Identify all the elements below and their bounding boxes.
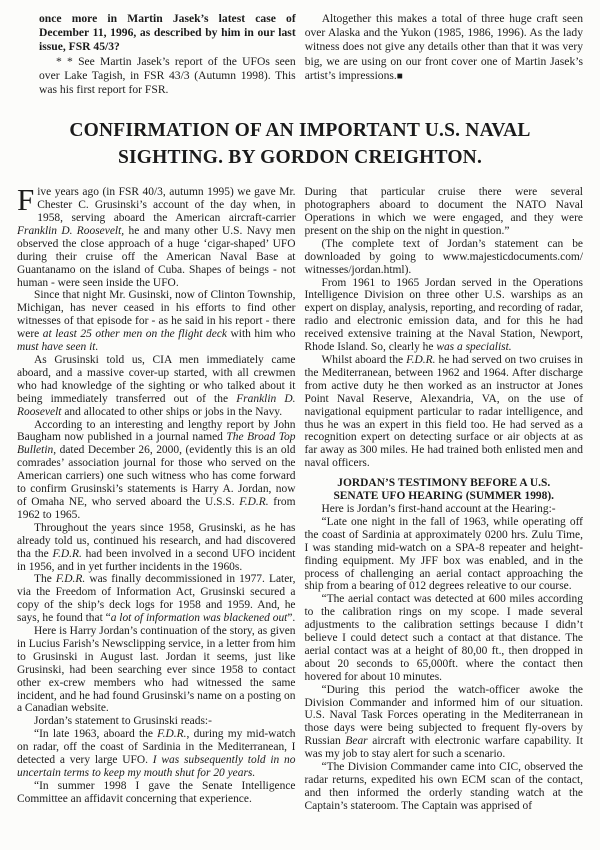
topnote-left-column [17, 12, 296, 97]
text-run: Here is Harry Jordan’s continuation of the story, as given in Lucius Farish’s Newsclipping service, in a letter from him to Grusinski in August last. Jordan it seems, just like Grusinski, had been searching ever since 1958 to contact other ex-crew members who had witnessed the same incident, and he had found Grusinski’s name on a posting on a Canadian website. [17, 625, 296, 715]
text-run: from 1962 to 1965. [17, 495, 296, 521]
italic-run: F.D.R. [55, 573, 86, 586]
text-run: , dated December 26, 2000, (evidently this is an old comrades’ association journal for those who served on the American carriers) one such witness who has come forward to confirm Grusinski’s statements is Harry A. Jordan, now of Omaha NE, who served aboard the U.S.S. [17, 444, 296, 508]
text-run: Since that night Mr. Gusinski, now of Clinton Township, Michigan, has never ceased in his efforts to find other witnesses of that episode for - as he said in his report - there were [17, 289, 296, 341]
paragraph-left-1 [17, 182, 296, 289]
paragraph-right-7 [305, 593, 584, 683]
text-run: “Late one night in the fall of 1963, while operating off the coast of Sardinia at approximately 0200 hrs. Zulu Time, I was standing mid-watch on a SPA-8 repeater and height-finding equipment. My JFF box was enabled, and in the process of challenging an aerial contact approaching the ship from a bearing of 012 degrees releative to our course. [304, 515, 583, 593]
paragraph-left-6 [17, 573, 296, 625]
section-heading-line-2: SENATE UFO HEARING (SUMMER 1998). [333, 490, 555, 503]
text-run: aircraft with electronic warfare capability. It was my job to stay alert for such a scenario. [304, 735, 583, 761]
paragraph-left-4 [17, 419, 296, 522]
text-run: he had served on two cruises in the Mediterranean, between 1962 and 1964. After discharge from active duty he then worked as an instructor at Jones Point Naval Reserve, Alexandria, VA, on the use of navigational equipment particular to radar intelligence, and thus he was an expert in this field too. He had served as a recognition expert on detecting surface or air objects at as far away as 300 miles. He had trained both enlisted men and naval officers. [304, 354, 583, 470]
text-run: , during my mid-watch on radar, off the coast of Sardinia in the Mediterranean, I detected a very large UFO. [17, 728, 296, 767]
italic-run: a lot of information was blackened out [110, 612, 288, 625]
text-run: he and many other U.S. Navy men observed the close approach of a huge ‘cigar-shaped’ UFO during their cruise off the American Naval Base at Guantanamo on the island of Cuba. Shapes of beings - not human - were seen inside the UFO. [17, 224, 296, 289]
italic-run: F.D.R. [52, 547, 82, 560]
right-column [305, 186, 584, 813]
italic-run: Franklin D. Roosevelt, [17, 224, 125, 237]
paragraph-left-9 [17, 728, 296, 780]
article-title [17, 118, 583, 171]
article-title-line-2: SIGHTING. BY GORDON CREIGHTON. [117, 146, 483, 168]
text-run: (The complete text of Jordan’s statement can be downloaded by going to www.majesticdocuments.com/ witnesses/jordan.html). [304, 237, 583, 276]
left-column [17, 182, 296, 813]
closing-paragraph [305, 12, 583, 84]
paragraph-left-8 [17, 715, 296, 728]
paragraph-right-2 [305, 238, 584, 277]
text-run: Whilst aboard the [321, 354, 407, 366]
text-run: “The Division Commander came into CIC, observed the radar returns, expedited his own ECM scan of the contact, and then informed the orderly standing watch at the Captain’s stateroom. The Captain was apprised of [304, 761, 583, 812]
article-body [17, 182, 583, 813]
drop-cap: F [17, 182, 35, 218]
paragraph-right-8 [305, 684, 584, 761]
text-run: “In summer 1998 I gave the Senate Intelligence Committee an affidavit concerning that experience. [17, 779, 296, 805]
topnote-right-column [305, 12, 583, 97]
footnote-text [39, 55, 296, 98]
text-run: once more in Martin Jasek’s latest case of December 11, 1996, as described by him in our last issue, FSR 45/3? [39, 12, 296, 54]
italic-run: Franklin D. Roosevelt [17, 392, 296, 418]
text-run: was finally decommissioned in 1977. Later, via the Freedom of Information Act, Grusinski secured a copy of the ship’s deck logs for 1958 and 1959. And, he says, he found that “ [17, 573, 296, 625]
text-run: Here is Jordan’s first-hand account at the Hearing:- [321, 502, 556, 515]
italic-run: F.D.R. [406, 354, 436, 366]
text-run: ”. [287, 612, 296, 625]
paragraph-right-6 [305, 516, 584, 593]
paragraph-right-1 [305, 186, 584, 238]
paragraph-left-7 [17, 625, 296, 715]
text-run: ive years ago (in FSR 40/3, autumn 1995) we gave Mr. Chester C. Grusinski’s account of the day when, in 1958, serving aboard the American aircraft-carrier [37, 186, 296, 225]
italic-run: must have seen it. [17, 341, 99, 354]
paragraph-left-5 [17, 522, 296, 574]
paragraph-left-3 [17, 354, 296, 419]
paragraph-right-4 [305, 354, 584, 470]
text-run: and allocated to other ships or jobs in the Navy. [61, 405, 283, 418]
text-run: * * See Martin Jasek’s report of the UFOs seen over Lake Tagish, in FSR 43/3 (Autumn 1998). This was his first report for FSR. [39, 54, 296, 97]
italic-run: Bear [345, 735, 368, 748]
paragraph-left-10 [17, 780, 296, 806]
italic-run: F.D.R. [239, 495, 269, 508]
italic-run: was a specialist. [436, 341, 512, 354]
text-run: Jordan’s statement to Grusinski reads:- [34, 715, 212, 728]
paragraph-right-5 [305, 503, 584, 516]
text-run: “In late 1963, aboard the [34, 728, 158, 741]
italic-run: at least 25 other men on the flight deck [42, 328, 227, 341]
text-run: “The aerial contact was detected at 600 miles according to the calibration rings on my scope. I made several adjustments to the calibration settings because I didn’t believe I could detect such a contact at that distance. The aerial contact was at a height of 80,00 ft., then dropped in about 20 seconds to 65,000ft. where the contact then hovered for about 10 minutes. [304, 593, 583, 683]
text-run: with him who [226, 328, 296, 341]
text-run: During that particular cruise there were several photographers aboard to document the NATO Naval Operations in which we were engaged, and they were present on the ship on the night in question.” [304, 186, 583, 237]
italic-run: The Broad Top Bulletin [17, 431, 296, 457]
section-heading-line-1: JORDAN’S TESTIMONY BEFORE A U.S. [337, 477, 551, 490]
italic-run: I was subsequently told in no uncertain terms to keep my mouth shut for 20 years. [17, 754, 296, 779]
paragraph-left-2 [17, 289, 296, 354]
continued-bold-text [39, 12, 296, 55]
text-run: had been involved in a second UFO incident in 1956, and in yet further incidents in the 1960s. [17, 547, 296, 573]
section-heading [305, 477, 584, 503]
text-run: As Grusinski told us, CIA men immediately came aboard, and a massive cover-up started, with all crewmen who had knowledge of the sighting or who talked about it being immediately transferred out of the [17, 354, 296, 405]
text-run: From 1961 to 1965 Jordan served in the Operations Intelligence Division on three other U.S. warships as an expert on display, analysis, reporting, and recording of radar, radio and electronic emission data, and for this he had received extensive training at the Naval Station, Newport, Rhode Island. So, clearly he [304, 276, 583, 354]
italic-run: F.D.R. [157, 728, 187, 741]
text-run: Throughout the years since 1958, Grusinski, as he has already told us, continued his research, and had discovered tha the [17, 521, 296, 560]
text-run: “During this period the watch-officer awoke the Division Commander and informed him of our situation. U.S. Naval Task Forces operating in the Mediterranean in those days were being subjected to frequent fly-overs by Russian [304, 683, 583, 748]
paragraph-right-9 [305, 761, 584, 813]
text-run: The [34, 573, 56, 586]
end-of-article-mark: ■ [396, 70, 403, 82]
article-title-line-1: CONFIRMATION OF AN IMPORTANT U.S. NAVAL [69, 120, 531, 142]
text-run: According to an interesting and lengthy report by John Baugham now published in a journal named [17, 418, 296, 444]
text-run: Altogether this makes a total of three huge craft seen over Alaska and the Yukon (1985, 1986, 1996). As the lady witness does not give any details other than that it was very big, we are using on our front cover one of Martin Jasek’s artist’s impressions. [304, 12, 583, 82]
continuation-notes [17, 12, 583, 97]
paragraph-right-3 [305, 277, 584, 354]
